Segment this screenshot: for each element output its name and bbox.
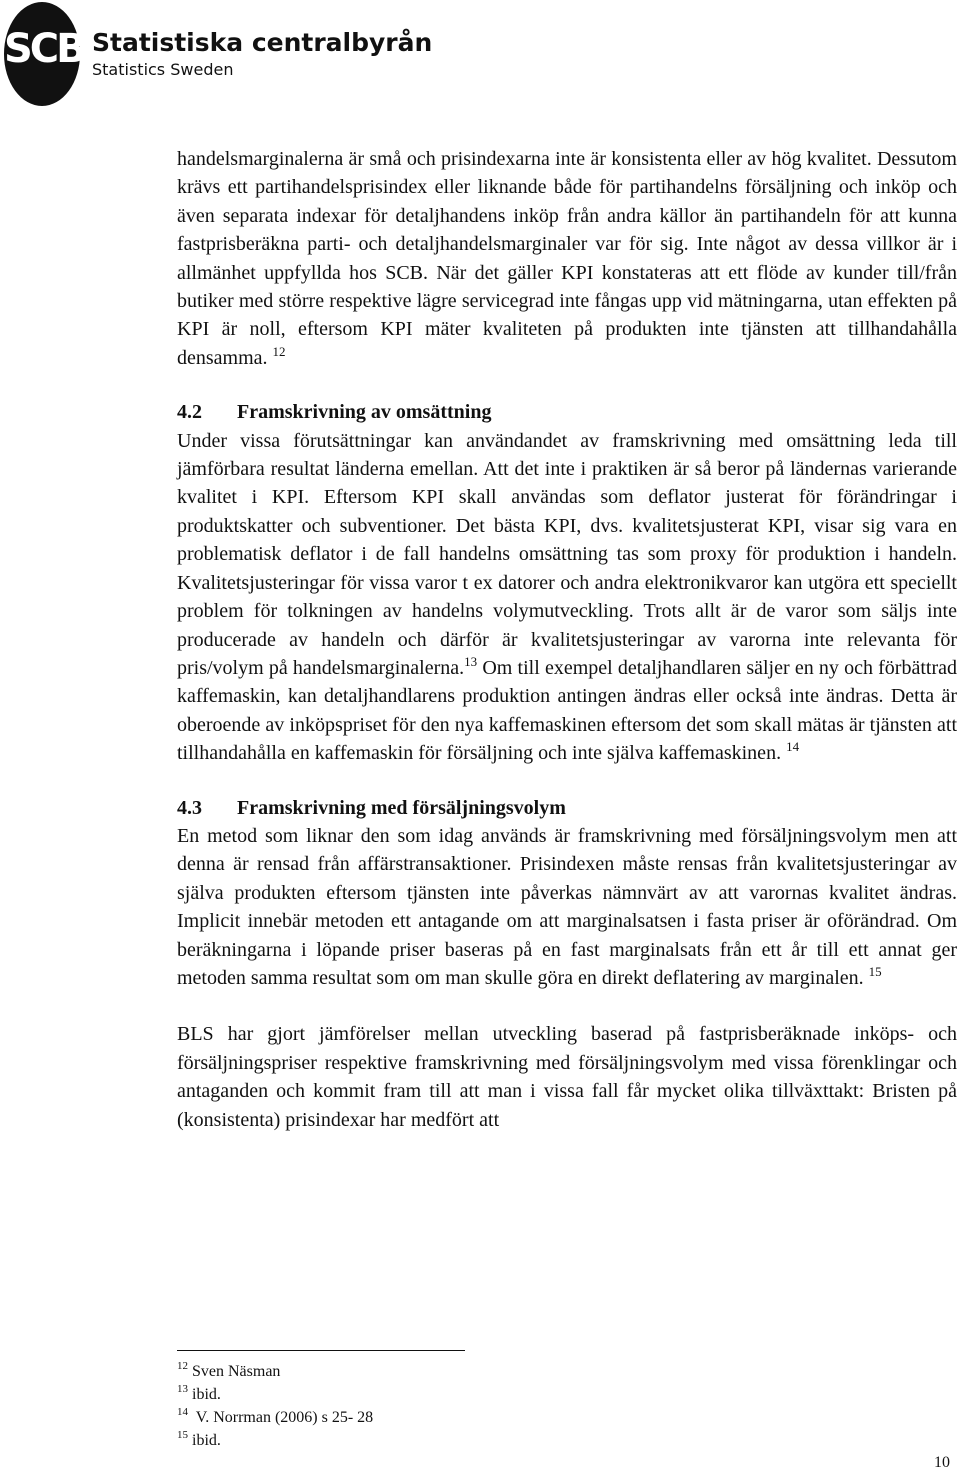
paragraph-4: [177, 1020, 957, 1134]
footnote-number: 15: [177, 1429, 188, 1441]
section-number: 4.2: [177, 401, 202, 424]
footnote-text: V. Norrman (2006) s 25- 28: [192, 1409, 374, 1426]
footnote-ref-12[interactable]: 12: [272, 343, 286, 359]
footnote-ref-14[interactable]: 14: [786, 739, 800, 755]
paragraph-4-text: BLS har gjort jämförelser mellan utveckling baserad på fastprisberäknade inköps- och försäljningspriser respektive framskrivning med försäljningsvolym med vissa förenklingar och antaganden och kommit fram till att man i vissa fall får mycket olika tillväxttakt: Bristen på (konsistenta) prisindexar har medfört att: [177, 1023, 957, 1131]
footnote-ref-13[interactable]: 13: [464, 653, 478, 669]
footnote-13: [177, 1383, 777, 1406]
footnote-divider: [177, 1350, 465, 1351]
footnote-ref-15[interactable]: 15: [868, 963, 882, 979]
section-heading-4-2: [177, 398, 957, 426]
footnote-14: [177, 1406, 777, 1429]
scb-logo-text: SCB: [4, 26, 84, 72]
page-header: [0, 0, 960, 120]
footnote-number: 14: [177, 1406, 188, 1418]
footnote-15: [177, 1429, 777, 1452]
footnote-text: ibid.: [192, 1432, 221, 1449]
footnote-number: 12: [177, 1360, 188, 1372]
org-name: Statistiska centralbyrån: [92, 28, 433, 57]
section-number: 4.3: [177, 796, 202, 819]
document-body: [177, 145, 957, 1134]
footnote-12: [177, 1360, 777, 1383]
section-title: Framskrivning med försäljningsvolym: [237, 796, 566, 819]
paragraph-2a-text: Under vissa förutsättningar kan användandet av framskrivning med omsättning leda till jämförbara resultat länderna emellan. Att det inte i praktiken är så beror på ländernas varierande kvalitet i KPI. Eftersom KPI skall användas som deflator justerat för förändringar i produktskatter och subventioner. Det bästa KPI, dvs. kvalitetsjusterat KPI, visar sig vara en problematisk deflator i de fall handelns omsättning tas som proxy för produktion i handeln. Kvalitetsjusteringar för vissa varor t ex datorer och andra elektronikvaror kan utgöra ett speciellt problem för tolkningen av handelns volymutveckling. Trots allt är de varor som säljs inte producerade av handeln och därför är kvalitetsjusteringar av varorna inte relevanta för pris/volym på handelsmarginalerna.: [177, 429, 957, 679]
footnote-number: 13: [177, 1383, 188, 1395]
scb-logo: [4, 2, 84, 106]
footnotes: [177, 1360, 777, 1452]
section-title: Framskrivning av omsättning: [237, 401, 492, 424]
page-number: 10: [934, 1454, 950, 1471]
org-name-english: Statistics Sweden: [92, 60, 234, 79]
paragraph-1-text: handelsmarginalerna är små och prisindexarna inte är konsistenta eller av hög kvalitet. Dessutom krävs ett partihandelsprisindex eller liknande både för partihandelns försäljning och inköp och även separata indexar för detaljhandens inköp från andra källor än partihandeln för att kunna fastprisberäkna parti- och detaljhandelsmarginaler var för sig. Inte något av dessa villkor är i allmänhet uppfyllda hos SCB. När det gäller KPI konstateras att ett flöde av kunder till/från butiker med större respektive lägre servicegrad inte fångas upp vid mätningarna, utan effekten på KPI är noll, eftersom KPI mäter kvaliteten på produkten inte tjänsten att tillhandahålla densamma.: [177, 148, 957, 369]
footnote-text: ibid.: [192, 1386, 221, 1403]
paragraph-3-text: En metod som liknar den som idag används är framskrivning med försäljningsvolym men att denna är rensad från affärstransaktioner. Prisindexen måste rensas från kvalitetsjusteringar av själva produkten eftersom tjänsten inte påverkas nämnvärt av att varornas kvalitet ändras. Implicit innebär metoden ett antagande om att marginalsatsen i fasta priser är oförändrad. Om beräkningarna i löpande priser baseras på en fast marginalsats från ett år till ett annat ger metoden samma resultat som om man skulle göra en direkt deflatering av marginalen.: [177, 824, 957, 989]
footnote-text: Sven Näsman: [192, 1363, 281, 1380]
paragraph-3: [177, 822, 957, 992]
section-heading-4-3: [177, 794, 957, 822]
paragraph-2: [177, 427, 957, 768]
paragraph-2b-text: Om till exempel detaljhandlaren säljer en ny och förbättrad kaffemaskin, kan detaljhandlarens produktion antingen ändras eller också inte ändras. Detta är oberoende av inköpspriset för den nya kaffemaskinen eftersom det som skall mätas är tjänsten att tillhandahålla en kaffemaskin för försäljning och inte själva kaffemaskinen.: [177, 656, 957, 765]
paragraph-1: [177, 145, 957, 372]
